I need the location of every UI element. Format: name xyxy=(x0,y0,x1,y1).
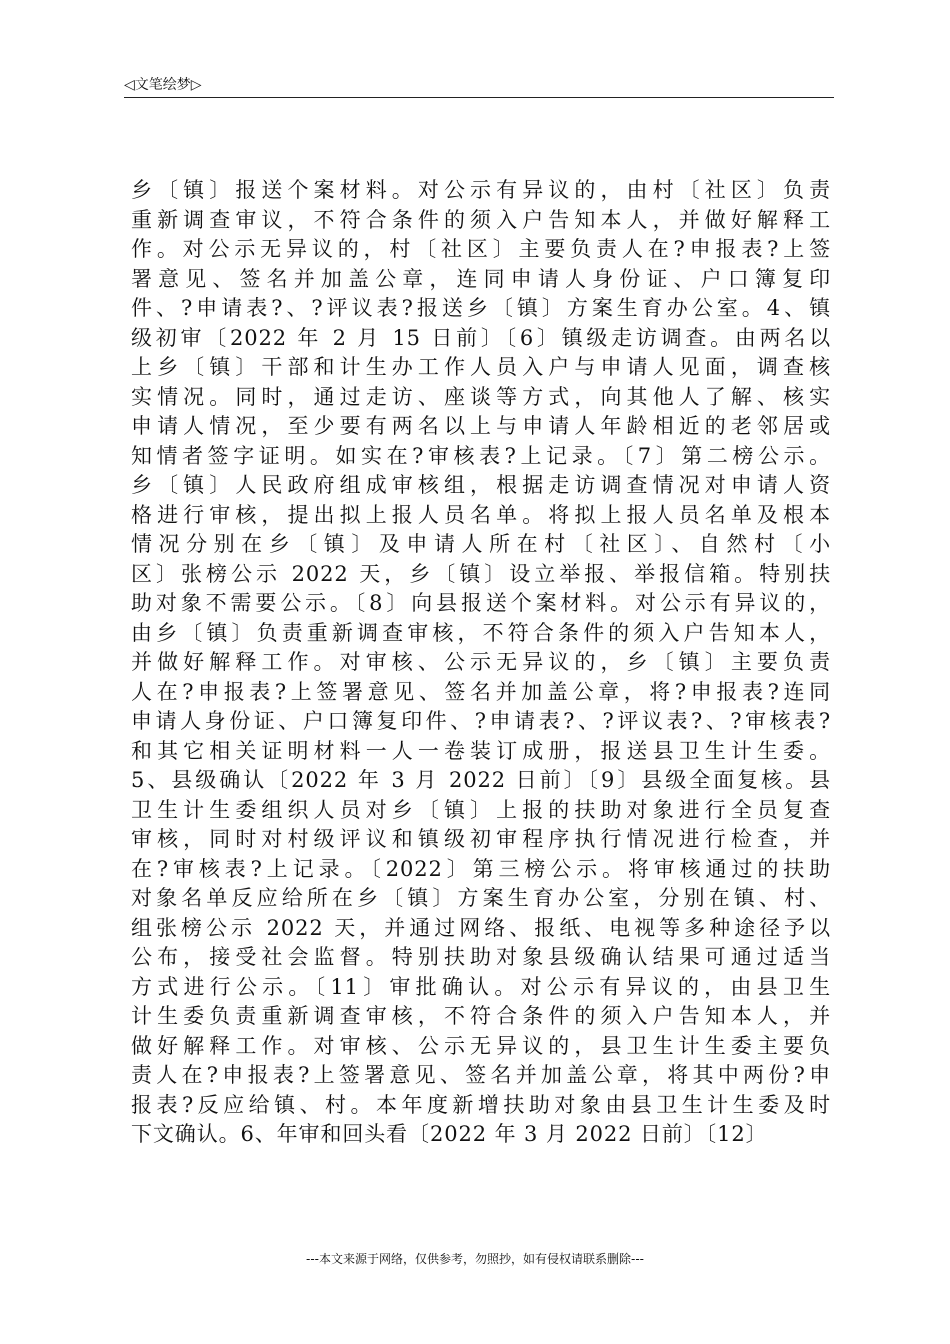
body-line: 申请人身份证、户口簿复印件、?申请表?、?评议表?、?审核表? xyxy=(131,709,831,733)
body-line: 重新调查审议，不符合条件的须入户告知本人，并做好解释工 xyxy=(131,207,831,232)
body-line: 下文确认。6、年审和回头看〔2022 年 3 月 2022 日前〕〔12〕 xyxy=(131,1122,768,1146)
body-line: 报表?反应给镇、村。本年度新增扶助对象由县卫生计生委及时 xyxy=(131,1092,831,1117)
body-line: 组张榜公示 2022 天，并通过网络、报纸、电视等多种途径予以 xyxy=(131,915,831,940)
body-line: 公布，接受社会监督。特别扶助对象县级确认结果可通过适当 xyxy=(131,945,831,969)
page-header xyxy=(124,76,834,98)
body-line: 卫生计生委组织人员对乡〔镇〕上报的扶助对象进行全员复查 xyxy=(131,797,831,822)
body-line: 实情况。同时，通过走访、座谈等方式，向其他人了解、核实 xyxy=(131,384,831,409)
body-line: 和其它相关证明材料一人一卷装订成册，报送县卫生计生委。 xyxy=(131,738,831,763)
body-line: 在?审核表?上记录。〔2022〕第三榜公示。将审核通过的扶助 xyxy=(131,856,831,881)
body-line: 5、县级确认〔2022 年 3 月 2022 日前〕〔9〕县级全面复核。县 xyxy=(131,768,831,792)
body-line: 乡〔镇〕人民政府组成审核组，根据走访调查情况对申请人资 xyxy=(131,473,831,497)
body-line: 审核，同时对村级评议和镇级初审程序执行情况进行检查，并 xyxy=(131,827,831,851)
body-line: 署意见、签名并加盖公章，连同申请人身份证、户口簿复印 xyxy=(131,266,831,291)
header-brand: ◁文笔绘梦▷ xyxy=(124,77,202,93)
body-line: 情况分别在乡〔镇〕及申请人所在村〔社区〕、自然村〔小 xyxy=(131,532,831,556)
body-line: 方式进行公示。〔11〕审批确认。对公示有异议的，由县卫生 xyxy=(131,974,831,999)
body-line: 级初审〔2022 年 2 月 15 日前〕〔6〕镇级走访调查。由两名以 xyxy=(131,325,831,350)
body-line: 作。对公示无异议的，村〔社区〕主要负责人在?申报表?上签 xyxy=(131,237,831,261)
body-line: 计生委负责重新调查审核，不符合条件的须入户告知本人，并 xyxy=(131,1004,831,1028)
body-line: 格进行审核，提出拟上报人员名单。将拟上报人员名单及根本 xyxy=(131,502,831,527)
body-line: 区〕张榜公示 2022 天，乡〔镇〕设立举报、举报信箱。特别扶 xyxy=(131,561,831,586)
body-line: 申请人情况，至少要有两名以上与申请人年龄相近的老邻居或 xyxy=(131,414,831,438)
body-line: 责人在?申报表?上签署意见、签名并加盖公章，将其中两份?申 xyxy=(131,1063,831,1087)
body-line: 助对象不需要公示。〔8〕向县报送个案材料。对公示有异议的， xyxy=(131,591,831,615)
body-line: 件、?申请表?、?评议表?报送乡〔镇〕方案生育办公室。4、镇 xyxy=(131,296,831,320)
body-line: 人在?申报表?上签署意见、签名并加盖公章，将?申报表?连同 xyxy=(131,679,831,704)
body-line: 上乡〔镇〕干部和计生办工作人员入户与申请人见面，调查核 xyxy=(131,355,831,379)
page-footer: ---本文来源于网络，仅供参考，勿照抄，如有侵权请联系删除--- xyxy=(306,1252,644,1266)
body-line: 做好解释工作。对审核、公示无异议的，县卫生计生委主要负 xyxy=(131,1033,831,1058)
body-line: 并做好解释工作。对审核、公示无异议的，乡〔镇〕主要负责 xyxy=(131,650,831,674)
body-line: 乡〔镇〕报送个案材料。对公示有异议的，由村〔社区〕负责 xyxy=(131,178,831,202)
body-line: 对象名单反应给所在乡〔镇〕方案生育办公室，分别在镇、村、 xyxy=(131,886,831,910)
body-line: 由乡〔镇〕负责重新调查审核，不符合条件的须入户告知本人， xyxy=(131,620,831,645)
document-body xyxy=(131,176,831,1150)
header-divider xyxy=(124,97,834,98)
body-line: 知情者签字证明。如实在?审核表?上记录。〔7〕第二榜公示。 xyxy=(131,443,831,468)
